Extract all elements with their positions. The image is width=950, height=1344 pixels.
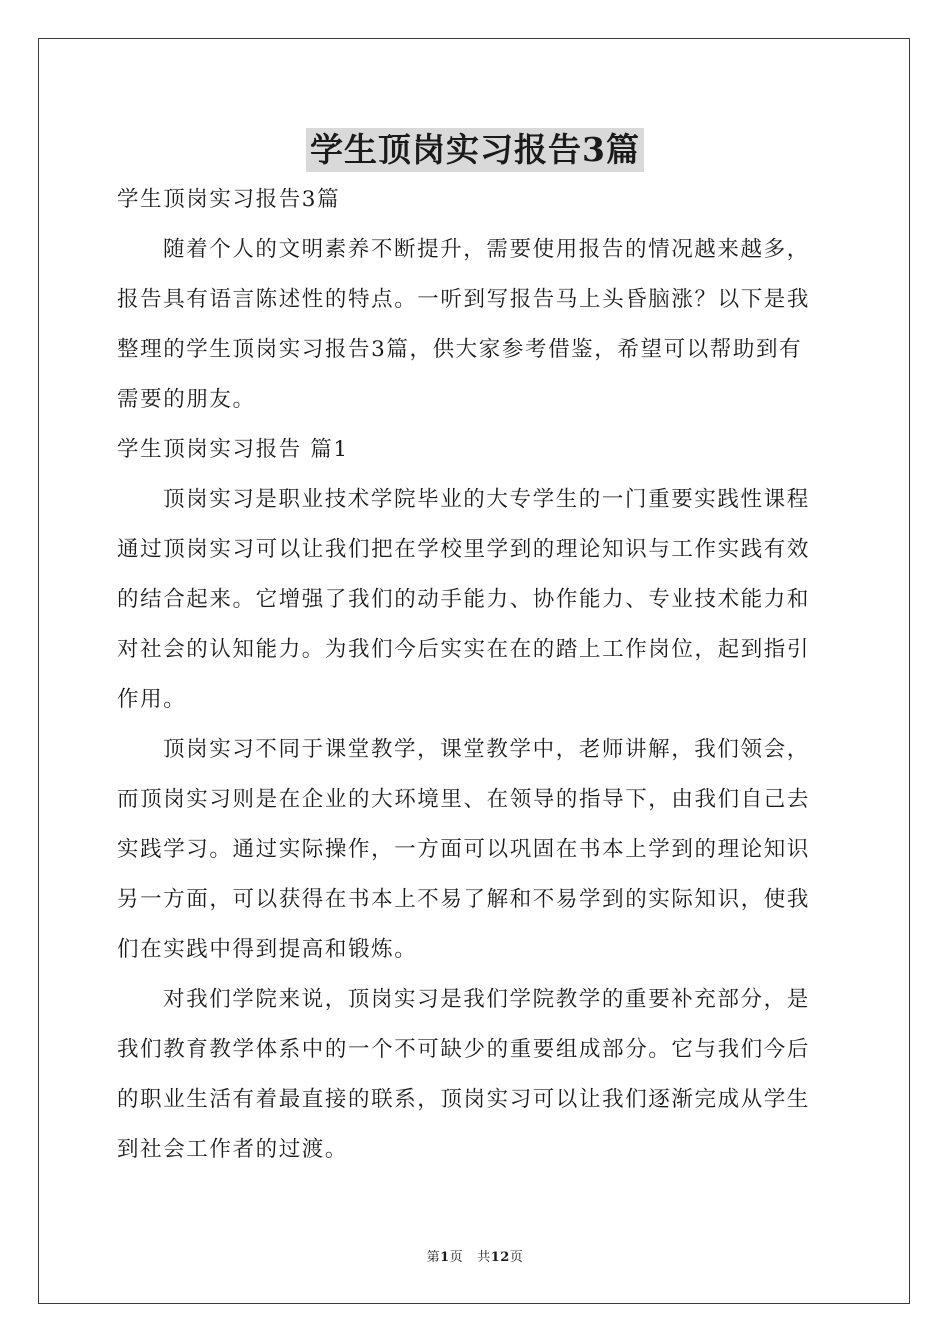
text-line: 报告具有语言陈述性的特点。一听到写报告马上头昏脑涨？以下是我 — [117, 287, 811, 312]
total-label-suffix: 页 — [509, 1250, 524, 1265]
text-line: 学生顶岗实习报告3篇 — [117, 187, 341, 212]
text-line: 的结合起来。它增强了我们的动手能力、协作能力、专业技术能力和 — [117, 587, 811, 612]
text-line: 需要的朋友。 — [117, 387, 256, 412]
text-line: 们在实践中得到提高和锻炼。 — [117, 937, 418, 962]
text-line: 的职业生活有着最直接的联系，顶岗实习可以让我们逐渐完成从学生 — [117, 1087, 811, 1112]
text-line: 学生顶岗实习报告 篇1 — [117, 437, 349, 462]
text-line: 随着个人的文明素养不断提升，需要使用报告的情况越来越多， — [163, 237, 810, 262]
text-line: 我们教育教学体系中的一个不可缺少的重要组成部分。它与我们今后 — [117, 1037, 811, 1062]
page-label-prefix: 第 — [426, 1250, 441, 1265]
page-label-suffix: 页 — [449, 1250, 464, 1265]
text-line: 另一方面，可以获得在书本上不易了解和不易学到的实际知识，使我 — [117, 887, 811, 912]
document-body — [117, 175, 833, 1175]
text-line: 顶岗实习是职业技术学院毕业的大专学生的一门重要实践性课程 — [163, 487, 810, 512]
total-pages: 12 — [490, 1250, 510, 1265]
page-footer — [0, 1246, 950, 1265]
page-number: 1 — [440, 1250, 450, 1265]
text-line: 作用。 — [117, 687, 187, 712]
text-line: 实践学习。通过实际操作，一方面可以巩固在书本上学到的理论知识 — [117, 837, 811, 862]
text-line: 到社会工作者的过渡。 — [117, 1137, 349, 1162]
text-line: 通过顶岗实习可以让我们把在学校里学到的理论知识与工作实践有效 — [117, 537, 811, 562]
title-container — [0, 128, 950, 172]
document-title: 学生顶岗实习报告3篇 — [306, 128, 644, 172]
text-line: 对我们学院来说，顶岗实习是我们学院教学的重要补充部分，是 — [163, 987, 810, 1012]
text-line: 整理的学生顶岗实习报告3篇，供大家参考借鉴，希望可以帮助到有 — [117, 337, 803, 362]
text-line: 顶岗实习不同于课堂教学，课堂教学中，老师讲解，我们领会， — [163, 737, 810, 762]
total-label-prefix: 共 — [477, 1250, 491, 1265]
text-line: 对社会的认知能力。为我们今后实实在在的踏上工作岗位，起到指引 — [117, 637, 811, 662]
text-line: 而顶岗实习则是在企业的大环境里、在领导的指导下，由我们自己去 — [117, 787, 811, 812]
